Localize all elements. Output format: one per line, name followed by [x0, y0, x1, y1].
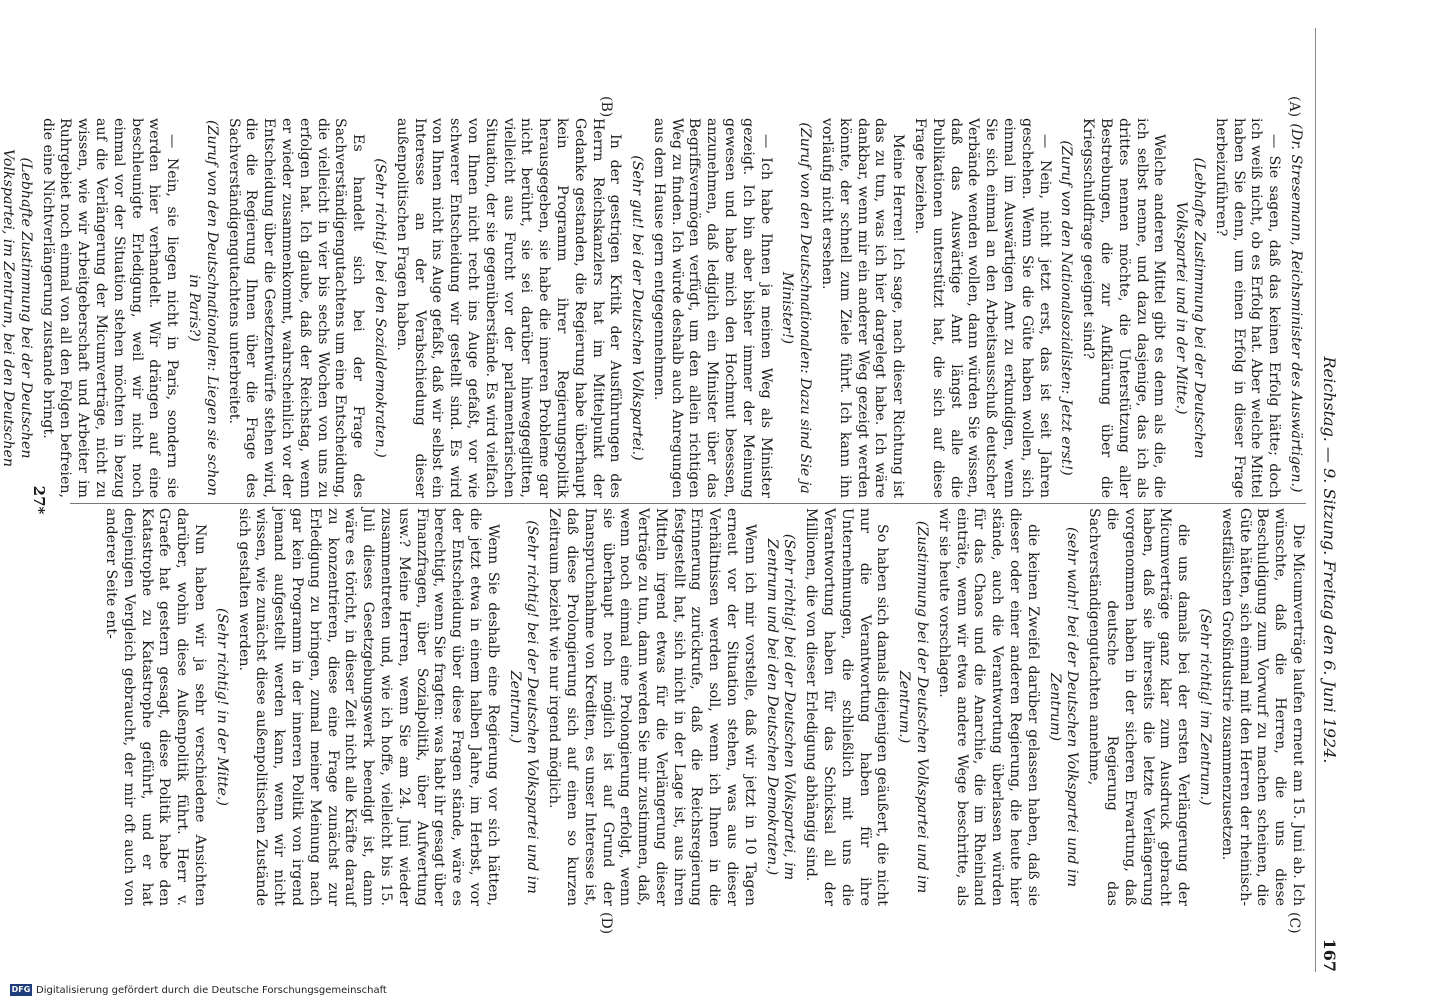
- page-signature: 27*: [30, 485, 48, 515]
- interjection: (Lebhafte Zustimmung bei der Deutschen Volkspartei, im Zentrum, bei den Deutschen: [0, 148, 34, 468]
- margin-mark-d: (D): [598, 912, 614, 935]
- paragraph: Meine Herren! Ich sage, nach dieser Richtung ist das zu tun, was ich hier dargelegt habe. Ich wäre dankbar, wenn mir ein anderer Weg gezeigt werden könnte, der schnell zum Ziele führt. Ich kann ihn vorläufig nicht ersehen.: [819, 118, 907, 498]
- interjection: (Dr. Stresemann, Reichsminister des Auswärtigen.): [1288, 123, 1304, 493]
- margin-mark-a: (A): [1286, 96, 1302, 118]
- interjection: (Sehr gut! bei der Deutschen Volkspartei.): [629, 155, 646, 461]
- interjection: (Sehr richtig! bei der Deutschen Volkspartei, im Zentrum und bei den Deutschen Demokraten.): [763, 533, 798, 881]
- margin-mark-b: (B): [598, 96, 614, 118]
- left-column: [0, 118, 1306, 498]
- paragraph: Wenn ich mir vorstelle, daß wir jetzt in 10 Tagen erneut vor der Situation stehen, was aus dieser Verhältnissen werden soll, wenn ich Ihnen in die Erinnerung zurückrufe, daß die Reichsregierung festgestellt hat, sich nicht in der Lage ist, aus ihren Mitteln irgend etwas für die Verlängerung dieser Verträge zu tun, dann werden Sie mir zustimmen, daß, wenn noch einmal eine Prolongierung erfolgt, wenn sie überhaupt noch möglich ist auf Grund der Inanspruchnahme von Krediten, es unser Interesse ist, daß diese Prolongierung sich auf einen so kurzen Zeitraum bezieht wie nur irgend möglich.: [546, 508, 758, 906]
- interjection: (Zuruf von den Deutschnationalen: Liegen sie schon in Paris?): [185, 119, 220, 497]
- right-column: [70, 508, 1306, 906]
- paragraph: So haben sich damals diejenigen geäußert, die nicht nur die Verantwortung haben für ihre Unternehmungen, die schließlich mit uns die Verantwortung haben für das Schicksal all der Millionen, die von dieser Erledigung abhängig sind.: [803, 508, 891, 906]
- interjection: (Lebhafte Zustimmung bei der Deutschen Volkspartei und in der Mitte.): [1173, 157, 1208, 459]
- dfg-logo: DFG: [11, 985, 31, 994]
- paragraph: — Nein, sie liegen nicht in Paris, sondern sie werden hier verhandelt. Wir drängen auf eine beschleunigte Erledigung, weil wir nicht noch einmal vor der Situation stehen möchten in bezug auf die Verlängerung der Micumverträge, nicht zu wissen, wie wir Arbeitgeberschaft und Arbeiter im Ruhrgebiet noch einmal von all den Folgen befreien, die eine Nichtverlängerung zustande bringt.: [39, 118, 181, 498]
- interjection: (Zuruf von den Nationalsozialisten: Jetzt erst!): [1058, 140, 1075, 476]
- interjection: (Zustimmung bei der Deutschen Volkspartei und im Zentrum.): [896, 520, 931, 894]
- interjection: (Zuruf von den Deutschnationalen: Dazu sind Sie ja Minister!): [779, 122, 814, 494]
- paragraph: die keinen Zweifel darüber gelassen haben, daß sie dieser oder einer anderen Regierung, die heute hier stände, auch die Verantwortung überlassen würden für das Chaos und die Anarchie, die im Rheinland einträte, wenn wir etwa andere Wege beschritte, als wir sie heute vorschlagen.: [935, 508, 1041, 906]
- column-divider: [70, 503, 1306, 504]
- paragraph: — Sie sagen, daß das keinen Erfolg hätte; doch ich weiß nicht, ob es Erfolg hat. Aber welche Mittel haben Sie denn, um einen Erfolg in dieser Frage herbeizuführen?: [1212, 118, 1283, 498]
- interjection: (Sehr richtig! bei den Sozialdemokraten.): [371, 158, 388, 458]
- interjection: (Sehr richtig! in der Mitte.): [213, 608, 230, 806]
- paragraph: — Ich habe Ihnen ja meinen Weg als Minister gezeigt. Ich bin aber bisher immer der Meinung gewesen und habe mich den Hochmut besessen, anzunehmen, daß lediglich ein Minister über das Begriffsvermögen verfügt, um den allein richtigen Weg zu finden. Ich würde deshalb auch Anregungen aus dem Hause gern entgegennehmen.: [650, 118, 774, 498]
- interjection: (sehr wahr! bei der Deutschen Volkspartei und im Zentrum): [1046, 527, 1081, 887]
- page-number: 167: [1320, 938, 1340, 972]
- paragraph: Nun haben wir ja sehr verschiedene Ansichten darüber, wohin diese Außenpolitik führt. Herr v. Graefe hat gestern gesagt, diese Politik habe den Katastrophe zu Katastrophe geführt, und er hat denjenigen Vergleich gebraucht, der mir oft auch von anderer Seite ent-: [103, 508, 208, 906]
- digitization-credit: [10, 984, 387, 996]
- paragraph: — Nein, nicht jetzt erst, das ist seit Jahren geschehen. Wenn Sie die Güte haben wollen, sich einmal im Auswärtigen Amt zu erkundigen, wenn Sie sich einmal an den Arbeitsausschuß deutscher Verbände wenden wollen, dann würden Sie wissen, daß das Auswärtige Amt längst alle die Publikationen unterstützt hat, die sich auf diese Frage beziehen.: [912, 118, 1053, 498]
- page-header: [1315, 28, 1344, 972]
- paragraph: Wenn Sie deshalb eine Regierung vor sich hätten, die jetzt etwa in einem halben Jahre, im Herbst, vor der Entscheidung über diese Fragen stände, wäre es berechtigt, wenn Sie fragten: was habt ihr gesagt über Finanzfragen, über Sozialpolitik, über Aufwertung usw.? Meine Herren, wenn Sie am 24. Juni wieder zusammentreten und, wie ich hoffe, vielleicht bis 15. Juli dieses Gesetzgebungswerk beendigt ist, dann wäre es töricht, in dieser Zeit nicht alle Kräfte darauf zu konzentrieren, diese eine Frage zunächst zur Erledigung zu bringen, zumal meiner Meinung nach gar kein Programm in der inneren Politik von irgend jemand aufgestellt werden kann, wenn wir nicht wissen, wie zunächst diese außenpolitischen Zustände sich gestalten werden.: [235, 508, 501, 906]
- paragraph: Welche anderen Mittel gibt es denn als die, die ich selbst nenne, und dazu dasjenige, das ich als drittes nennen möchte, die Unterstützung aller Bestrebungen, die zur Aufklärung über die Kriegsschuldfrage geeignet sind?: [1080, 118, 1168, 498]
- margin-mark-c: (C): [1286, 912, 1302, 934]
- header-title: Reichstag. — 9. Sitzung. Freitag den 6. Juni 1924.: [1320, 356, 1340, 764]
- interjection: (Sehr richtig! im Zentrum.): [1197, 608, 1214, 806]
- interjection: (Sehr richtig! bei der Deutschen Volkspartei und im Zentrum.): [506, 520, 541, 894]
- paragraph: Es handelt sich bei der Frage des Sachverständigengutachtens um eine Entscheidung, die vielleicht in vier bis sechs Wochen von uns zu erfolgen hat. Ich glaube, daß der Reichstag, wenn er wieder zusammenkommt, wahrscheinlich vor der Entscheidung über die Gesetzentwürfe stehen wird, die die Regierung Ihnen über die Frage des Sachverständigengutachtens unterbreitet.: [225, 118, 367, 498]
- paragraph: die uns damals bei der ersten Verlängerung der Micumverträge ganz klar zum Ausdruck gebracht haben, daß sie ihrerseits die letzte Verlängerung vorgenommen haben in der sicheren Erwartung, daß die deutsche Regierung das Sachverständigengutachten annehme,: [1086, 508, 1192, 906]
- paragraph: Die Micumverträge laufen erneut am 15. Juni ab. Ich wünschte, daß die Herren, die uns diese Beschuldigung zum Vorwurf zu machen scheinen, die Güte hätten, sich einmal mit den Herren der rheinisch-westfälischen Großindustrie zusammenzusetzen.: [1218, 508, 1306, 906]
- credit-text: Digitalisierung gefördert durch die Deutsche Forschungsgemeinschaft: [36, 984, 387, 996]
- paragraph: In der gestrigen Kritik der Ausführungen des Herrn Reichskanzlers hat im Mittelpunkt der Gedanke gestanden, die Regierung habe überhaupt kein Programm ihrer Regierungspolitik herausgegeben, sie habe die inneren Probleme gar nicht berührt, sie sei darüber hinweggeglitten, vielleicht aus Furcht vor der parlamentarischen Situation, der sie gegenüberstände. Es wird vielfach von Ihnen nicht recht ins Auge gefaßt, vor wie schwerer Entscheidung wir gestellt sind. Es wird von Ihnen nicht ins Auge gefaßt, daß wir selbst ein Interesse an der Verabschiedung dieser außenpolitischen Fragen haben.: [393, 118, 624, 498]
